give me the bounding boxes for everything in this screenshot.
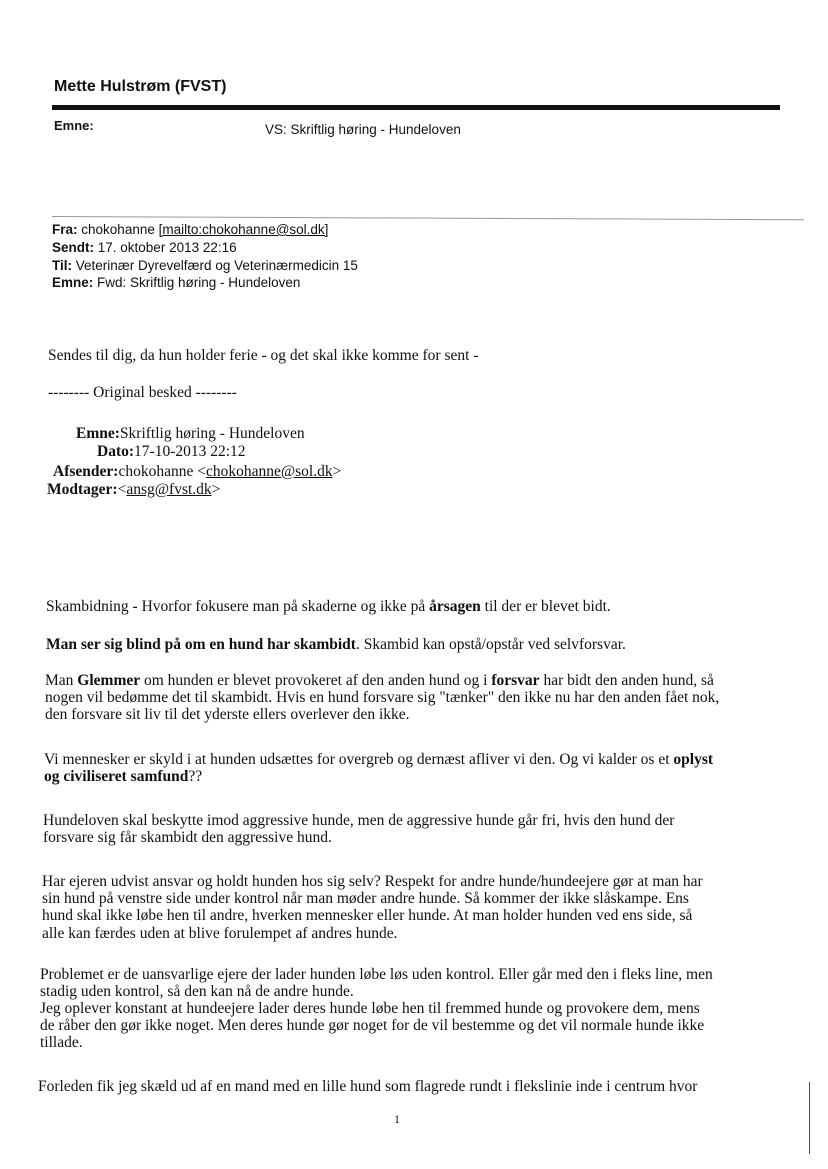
intro-text: Sendes til dig, da hun holder ferie - og det skal ikke komme for sent - bbox=[48, 347, 479, 364]
paragraph-3-line-2: nogen vil bedømme det til skambidt. Hvis en hund forsvare sig "tænker" den ikke nu har den anden fået nok, bbox=[45, 689, 720, 706]
original-recipient-line bbox=[47, 481, 220, 499]
forward-from-line bbox=[52, 222, 328, 237]
subject-value: VS: Skriftlig høring - Hundeloven bbox=[265, 122, 461, 137]
forward-subject-label: Emne: bbox=[52, 275, 94, 290]
paragraph-4-line-2 bbox=[44, 768, 202, 786]
paragraph-6-line-2: sin hund på venstre side under kontrol når man møder andre hunde. Så kommer der ikke slåskampe. Ens bbox=[42, 890, 689, 907]
scan-edge-line bbox=[809, 1082, 810, 1154]
original-sender-value: chokohanne < bbox=[118, 463, 206, 480]
paragraph-6-line-3: hund skal ikke løbe hen til andre, hverken mennesker eller hunde. At man holder hunden ved ens side, så bbox=[42, 907, 693, 924]
header-rule bbox=[52, 105, 780, 110]
forward-to-line bbox=[52, 258, 358, 273]
to-label: Til: bbox=[52, 258, 72, 273]
original-date-value: 17-10-2013 22:12 bbox=[134, 443, 246, 460]
paragraph-5-line-1: Hundeloven skal beskytte imod aggressive hunde, men de aggressive hunde går fri, hvis den hund der bbox=[43, 812, 675, 829]
paragraph-7-line-2: stadig uden kontrol, så den kan nå de andre hunde. bbox=[40, 983, 354, 1000]
paragraph-3-line-1 bbox=[45, 672, 714, 690]
p3-e: har bidt den anden hund, så bbox=[539, 672, 714, 689]
p1-b: årsagen bbox=[429, 598, 481, 615]
paragraph-6-line-1: Har ejeren udvist ansvar og holdt hunden hos sig selv? Respekt for andre hunde/hundeejere gør at man har bbox=[42, 873, 703, 890]
original-date-line bbox=[97, 443, 246, 461]
original-recipient-open: < bbox=[117, 481, 127, 498]
p3-d: forsvar bbox=[491, 672, 540, 689]
paragraph-7-line-4: de råber den gør ikke noget. Men deres hunde gør noget for de vil bestemme og det vil normale hunde ikke bbox=[40, 1017, 705, 1034]
original-recipient-close: > bbox=[211, 481, 221, 498]
p1-a: Skambidning - Hvorfor fokusere man på skaderne og ikke på bbox=[46, 598, 430, 615]
forward-subject-value: Fwd: Skriftlig høring - Hundeloven bbox=[97, 275, 301, 290]
p2-b: . Skambid kan opstå/opstår ved selvforsvar. bbox=[355, 636, 626, 653]
p1-c: til der er blevet bidt. bbox=[480, 598, 611, 615]
original-subject-line bbox=[76, 425, 305, 443]
original-separator: -------- Original besked -------- bbox=[48, 384, 237, 401]
original-recipient-link[interactable]: ansg@fvst.dk bbox=[126, 481, 212, 498]
paragraph-6-line-4: alle kan færdes uden at blive forulempet af andres hunde. bbox=[42, 925, 398, 942]
page-number: 1 bbox=[394, 1112, 400, 1126]
original-sender-link[interactable]: chokohanne@sol.dk bbox=[205, 463, 333, 480]
forward-divider bbox=[52, 216, 804, 220]
sent-label: Sendt: bbox=[52, 240, 94, 255]
from-label: Fra: bbox=[52, 222, 78, 237]
from-email-link[interactable]: [mailto:chokohanne@sol.dk] bbox=[158, 222, 329, 237]
original-recipient-label: Modtager: bbox=[47, 481, 118, 498]
paragraph-3-line-3: den forsvare sit liv til det yderste ellers overlever den ikke. bbox=[45, 706, 410, 723]
p4-d: ?? bbox=[188, 768, 203, 785]
paragraph-1 bbox=[46, 598, 611, 616]
p3-a: Man bbox=[45, 672, 78, 689]
original-subject-value: Skriftlig høring - Hundeloven bbox=[119, 425, 305, 442]
original-subject-label: Emne: bbox=[76, 425, 120, 442]
original-date-label: Dato: bbox=[97, 443, 135, 460]
forward-sent-line bbox=[52, 240, 237, 255]
subject-label: Emne: bbox=[54, 118, 94, 133]
paragraph-7-line-5: tillade. bbox=[40, 1034, 83, 1051]
paragraph-4-line-1 bbox=[44, 751, 713, 769]
original-sender-label: Afsender: bbox=[53, 463, 119, 480]
paragraph-2 bbox=[46, 636, 626, 654]
p3-c: om hunden er blevet provokeret af den anden hund og i bbox=[140, 672, 492, 689]
sender-name: Mette Hulstrøm (FVST) bbox=[54, 78, 227, 95]
original-sender-close: > bbox=[332, 463, 342, 480]
p2-a: Man ser sig blind på om en hund har skambidt bbox=[46, 636, 356, 653]
forward-subject-line bbox=[52, 275, 300, 290]
paragraph-7-line-1: Problemet er de uansvarlige ejere der lader hunden løbe løs uden kontrol. Eller går med den i fleks line, men bbox=[40, 966, 713, 983]
p4-c: og civiliseret samfund bbox=[44, 768, 189, 785]
p4-b: oplyst bbox=[673, 751, 714, 768]
p3-b: Glemmer bbox=[77, 672, 141, 689]
paragraph-5-line-2: forsvare sig får skambidt den aggressive hund. bbox=[43, 829, 332, 846]
to-value: Veterinær Dyrevelfærd og Veterinærmedicin 15 bbox=[75, 258, 358, 273]
original-sender-line bbox=[53, 463, 341, 481]
p4-a: Vi mennesker er skyld i at hunden udsættes for overgreb og dernæst afliver vi den. Og vi kalder os et bbox=[44, 751, 674, 768]
paragraph-8-line-1: Forleden fik jeg skæld ud af en mand med en lille hund som flagrede rundt i flekslinie inde i centrum hvor bbox=[38, 1078, 698, 1095]
paragraph-7-line-3: Jeg oplever konstant at hundeejere lader deres hunde løbe hen til fremmed hunde og provokere dem, mens bbox=[40, 1000, 700, 1017]
sent-value: 17. oktober 2013 22:16 bbox=[97, 240, 237, 255]
from-value: chokohanne bbox=[81, 222, 155, 237]
